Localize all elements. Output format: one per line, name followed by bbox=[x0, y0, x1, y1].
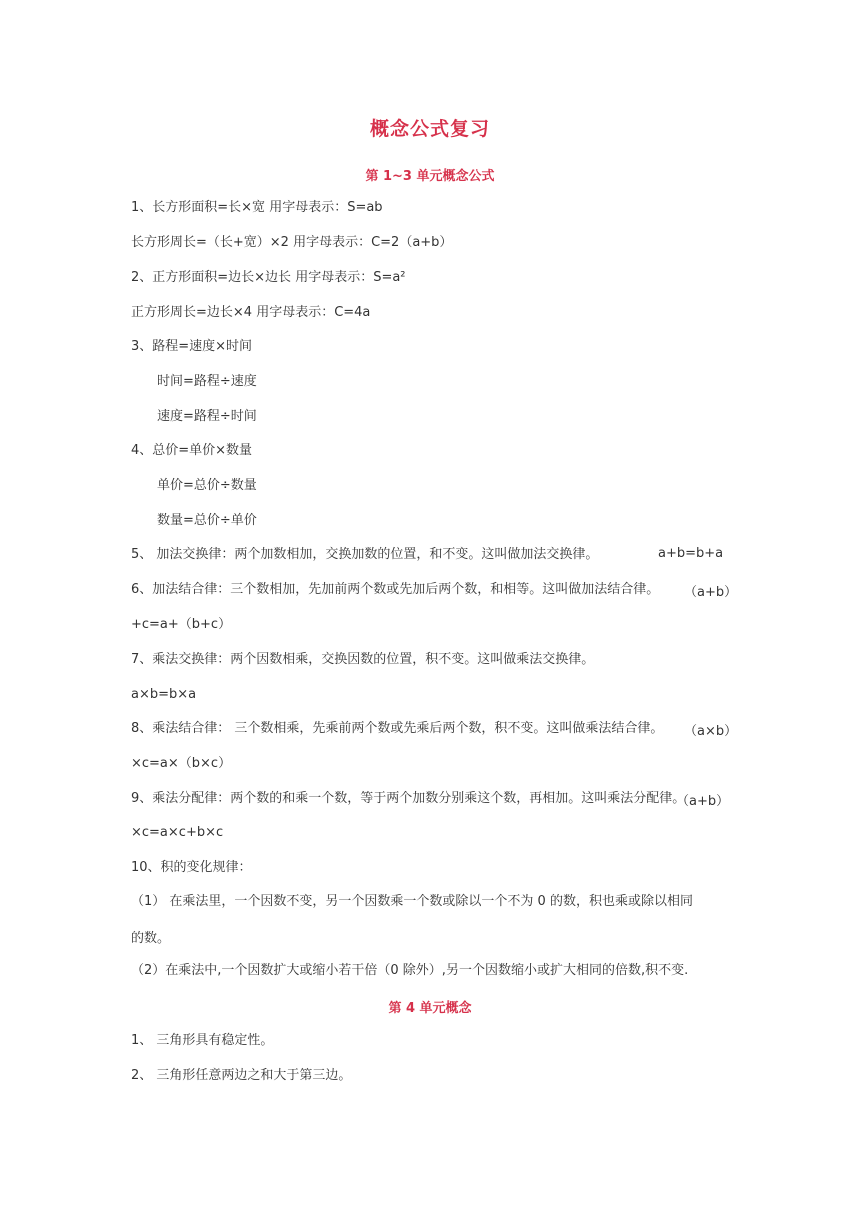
rule-product-change-item: 的数。 bbox=[131, 931, 171, 946]
rule-addition-commutative: 5、 加法交换律：两个加数相加，交换加数的位置，和不变。这叫做加法交换律。 bbox=[131, 547, 599, 562]
rule-addition-associative: 6、加法结合律：三个数相加，先加前两个数或先加后两个数，和相等。这叫做加法结合律。 bbox=[131, 582, 660, 597]
formula-line: 数量=总价÷单价 bbox=[157, 513, 257, 528]
rule-formula: a+b=b+a bbox=[658, 546, 724, 561]
rule-formula: a×b=b×a bbox=[131, 687, 197, 702]
formula-line: 长方形周长=（长+宽）×2 用字母表示：C=2（a+b） bbox=[131, 235, 453, 250]
rule-formula: +c=a+（b+c） bbox=[131, 617, 232, 632]
rule-formula: ×c=a×（b×c） bbox=[131, 756, 232, 771]
rule-product-change-item: （2）在乘法中,一个因数扩大或缩小若干倍（0 除外）,另一个因数缩小或扩大相同的倍数,积不变. bbox=[131, 963, 689, 978]
rule-product-change-item: （1） 在乘法里，一个因数不变，另一个因数乘一个数或除以一个不为 0 的数，积也乘或除以相同 bbox=[131, 894, 693, 909]
rule-distributive: 9、乘法分配律：两个数的和乘一个数，等于两个加数分别乘这个数，再相加。这叫乘法分配律。 bbox=[131, 791, 686, 806]
formula-line: 3、路程=速度×时间 bbox=[131, 339, 253, 354]
formula-line: 2、正方形面积=边长×边长 用字母表示：S=a² bbox=[131, 270, 406, 285]
formula-line: 时间=路程÷速度 bbox=[157, 374, 257, 389]
formula-line: 单价=总价÷数量 bbox=[157, 478, 257, 493]
concept-line: 2、 三角形任意两边之和大于第三边。 bbox=[131, 1068, 352, 1083]
section-heading-units-1-3: 第 1~3 单元概念公式 bbox=[365, 169, 495, 184]
concept-line: 1、 三角形具有稳定性。 bbox=[131, 1033, 274, 1048]
formula-line: 4、总价=单价×数量 bbox=[131, 443, 253, 458]
formula-line: 1、长方形面积=长×宽 用字母表示：S=ab bbox=[131, 200, 383, 215]
formula-line: 正方形周长=边长×4 用字母表示：C=4a bbox=[131, 305, 371, 320]
rule-formula: （a+b） bbox=[684, 585, 738, 600]
rule-multiplication-commutative: 7、乘法交换律：两个因数相乘，交换因数的位置，积不变。这叫做乘法交换律。 bbox=[131, 652, 595, 667]
section-heading-unit-4: 第 4 单元概念 bbox=[388, 1001, 472, 1016]
formula-line: 速度=路程÷时间 bbox=[157, 409, 257, 424]
page-title: 概念公式复习 bbox=[369, 118, 490, 140]
rule-formula: （a+b） bbox=[676, 794, 730, 809]
rule-multiplication-associative: 8、乘法结合律： 三个数相乘，先乘前两个数或先乘后两个数，积不变。这叫做乘法结合律。 bbox=[131, 721, 664, 736]
rule-formula: （a×b） bbox=[684, 724, 738, 739]
rule-formula: ×c=a×c+b×c bbox=[131, 825, 224, 840]
rule-product-change-heading: 10、积的变化规律： bbox=[131, 860, 252, 875]
